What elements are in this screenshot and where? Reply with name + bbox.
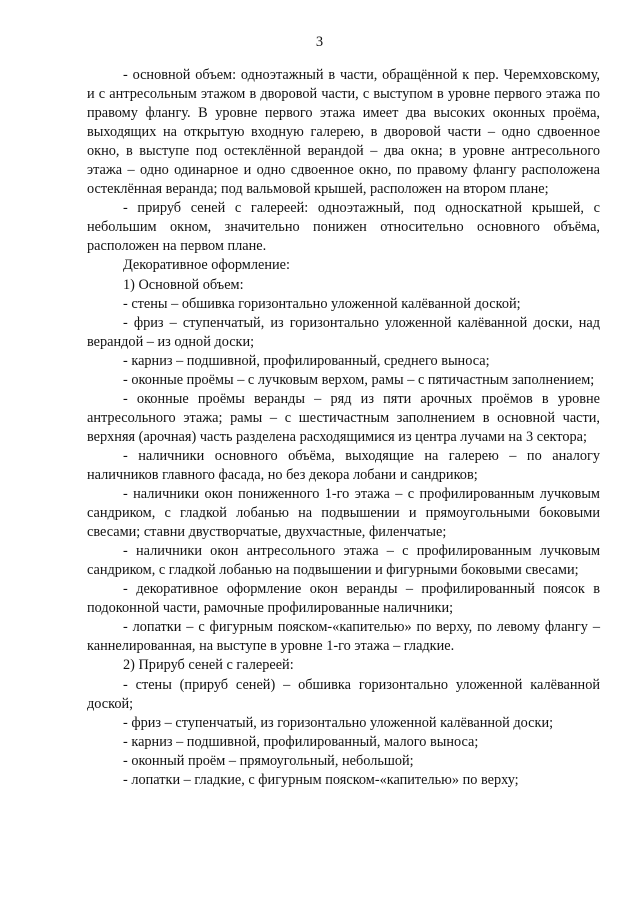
list-item: - оконные проёмы – с лучковым верхом, рамы – с пятичастным заполнением; [123,371,595,388]
list-item: - лопатки – гладкие, с фигурным пояском-«капителью» по верху; [123,771,519,788]
list-item: - стены – обшивка горизонтально уложенной калёванной доской; [123,295,521,312]
page-number: 3 [315,34,324,50]
list-item: - оконный проём – прямоугольный, небольшой; [123,752,414,769]
list-item: - декоративное оформление окон веранды – профилированный поясок в подоконной части, рамочные профилированные наличники; [87,581,600,617]
list-item: - карниз – подшивной, профилированный, среднего выноса; [123,352,490,369]
subsection-heading: 2) Прируб сеней с галереей: [123,657,294,674]
list-item: - карниз – подшивной, профилированный, малого выноса; [123,733,479,750]
paragraph: - основной объем: одноэтажный в части, обращённой к пер. Черемховскому, и с антресольным этажом в дворовой части, с выступом в уровне первого этажа по правому флангу. В уровне первого этажа имеет два высоких оконных проёма, выходящих на открытую входную галерею, в дворовой части – одно сдвоенное окно, в выступе под остеклённой верандой – два окна; в уровне антресольного этажа – одно одинарное и одно сдвоенное окно, по правому флангу расположена остеклённая веранда; под вальмовой крышей, расположен на втором плане; [87,67,600,198]
paragraph: - прируб сеней с галереей: одноэтажный, под односкатной крышей, с небольшим окном, значительно понижен относительно основного объёма, расположен на первом плане. [87,200,600,255]
list-item: - фриз – ступенчатый, из горизонтально уложенной калёванной доски, над верандой – из одной доски; [87,314,600,350]
list-item: - наличники основного объёма, выходящие на галерею – по аналогу наличников главного фасада, но без декора лобани и сандриков; [87,447,600,483]
list-item: - наличники окон пониженного 1-го этажа – с профилированным лучковым сандриком, с гладкой лобанью на подвышении и прямоугольными боковыми свесами; ставни двустворчатые, двухчастные, филенчатые; [87,486,600,541]
subsection-heading: 1) Основной объем: [123,276,244,293]
document-body [87,66,600,790]
list-item: - наличники окон антресольного этажа – с профилированным лучковым сандриком, с гладкой лобанью на подвышении и фигурными боковыми свесами; [87,543,600,579]
list-item: - фриз – ступенчатый, из горизонтально уложенной калёванной доски; [123,714,554,731]
list-item: - стены (прируб сеней) – обшивка горизонтально уложенной калёванной доской; [87,676,600,712]
section-heading: Декоративное оформление: [123,257,290,274]
list-item: - лопатки – с фигурным пояском-«капителью» по верху, по левому флангу – каннелированная, на выступе в уровне 1-го этажа – гладкие. [87,619,600,655]
list-item: - оконные проёмы веранды – ряд из пяти арочных проёмов в уровне антресольного этажа; рамы – с шестичастным заполнением в основной части, верхняя (арочная) часть разделена расходящимися из центра лучами на 3 сектора; [87,390,600,445]
